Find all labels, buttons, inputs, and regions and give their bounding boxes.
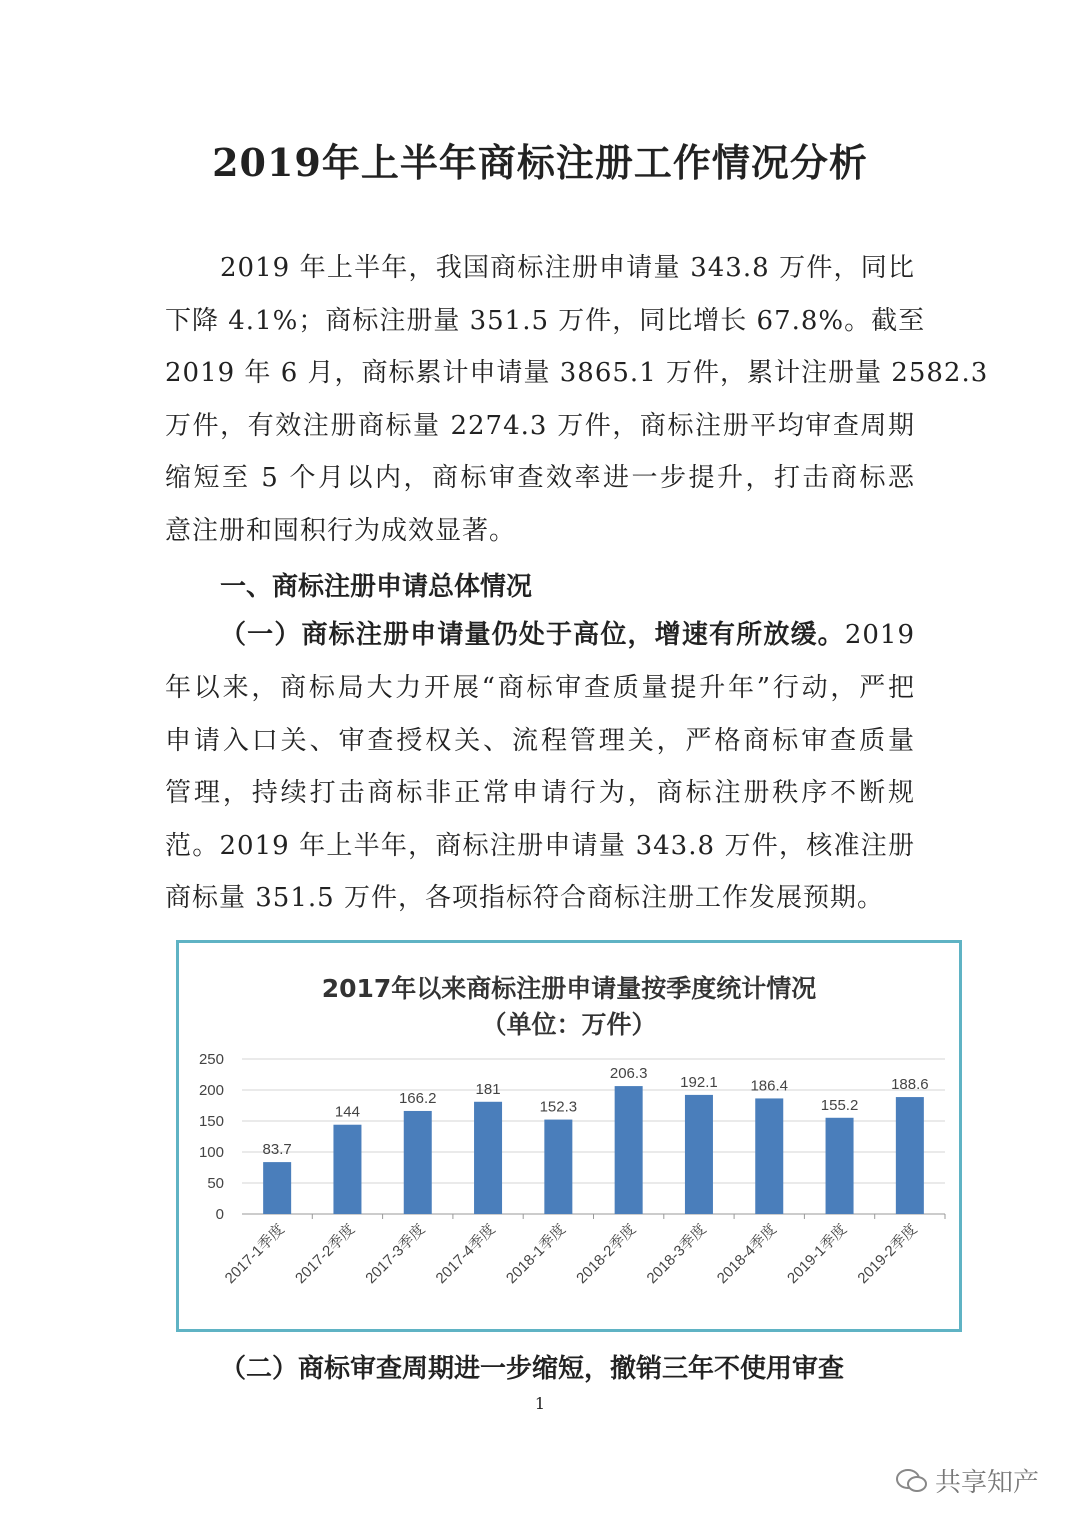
y-tick-label: 150 bbox=[198, 1113, 224, 1130]
chart-frame bbox=[176, 940, 962, 1332]
paragraph-line: 万件，有效注册商标量 2274.3 万件，商标注册平均审查周期 bbox=[165, 410, 915, 441]
page-title: 2019年上半年商标注册工作情况分析 bbox=[212, 140, 868, 185]
chart-subtitle: （单位：万件） bbox=[481, 1010, 657, 1039]
y-tick-label: 250 bbox=[198, 1051, 224, 1068]
y-tick-label: 100 bbox=[198, 1144, 224, 1161]
paragraph-line: 申请入口关、审查授权关、流程管理关，严格商标审查质量 bbox=[165, 725, 915, 756]
paragraph-line bbox=[220, 615, 915, 655]
watermark-text: 共享知产 bbox=[935, 1468, 1040, 1498]
paragraph-line: 意注册和囤积行为成效显著。 bbox=[165, 515, 517, 546]
bar bbox=[404, 1111, 432, 1214]
x-tick-label: 2018-2季度 bbox=[573, 1220, 640, 1288]
x-tick-label: 2019-2季度 bbox=[854, 1220, 921, 1288]
data-label: 181 bbox=[475, 1080, 501, 1098]
paragraph-line: 缩短至 5 个月以内，商标审查效率进一步提升，打击商标恶 bbox=[165, 463, 915, 493]
paragraph-line: 商标量 351.5 万件，各项指标符合商标注册工作发展预期。 bbox=[165, 883, 884, 913]
section-heading-2: （二）商标审查周期进一步缩短，撤销三年不使用审查 bbox=[220, 1354, 845, 1384]
paragraph-line: 2019 年上半年，我国商标注册申请量 343.8 万件，同比 bbox=[220, 253, 915, 283]
chart-title: 2017年以来商标注册申请量按季度统计情况 bbox=[321, 974, 817, 1003]
bar bbox=[474, 1102, 502, 1214]
bar bbox=[544, 1120, 572, 1214]
paragraph-line: 管理，持续打击商标非正常申请行为，商标注册秩序不断规 bbox=[165, 778, 915, 808]
x-tick-label: 2017-2季度 bbox=[292, 1220, 359, 1288]
bar bbox=[263, 1162, 291, 1214]
x-tick-label: 2017-3季度 bbox=[362, 1220, 429, 1288]
y-tick-label: 50 bbox=[207, 1175, 224, 1192]
paragraph-line: 范。2019 年上半年，商标注册申请量 343.8 万件，核准注册 bbox=[165, 830, 915, 861]
bar bbox=[826, 1118, 854, 1214]
bar bbox=[896, 1097, 924, 1214]
bar bbox=[333, 1125, 361, 1214]
x-tick-label: 2017-4季度 bbox=[432, 1220, 499, 1288]
y-tick-label: 200 bbox=[198, 1082, 224, 1099]
subsection-heading: （一）商标注册申请量仍处于高位，增速有所放缓。 bbox=[220, 620, 845, 650]
data-label: 155.2 bbox=[820, 1096, 859, 1114]
paragraph-line: 2019 年 6 月，商标累计申请量 3865.1 万件，累计注册量 2582.3 bbox=[165, 358, 989, 388]
data-label: 206.3 bbox=[609, 1065, 648, 1083]
paragraph-text: 2019 bbox=[844, 620, 915, 650]
wechat-icon bbox=[895, 1467, 929, 1495]
x-tick-label: 2017-1季度 bbox=[221, 1220, 288, 1288]
data-label: 144 bbox=[334, 1103, 360, 1121]
bar bbox=[755, 1098, 783, 1214]
x-tick-label: 2019-1季度 bbox=[784, 1220, 851, 1288]
x-tick-label: 2018-4季度 bbox=[713, 1220, 781, 1288]
data-label: 188.6 bbox=[891, 1076, 929, 1094]
y-tick-label: 0 bbox=[215, 1206, 224, 1223]
x-tick-label: 2018-1季度 bbox=[502, 1220, 570, 1288]
data-label: 166.2 bbox=[398, 1089, 437, 1107]
x-tick-label: 2018-3季度 bbox=[643, 1220, 710, 1288]
paragraph-line: 下降 4.1%；商标注册量 351.5 万件，同比增长 67.8%。截至 bbox=[165, 305, 926, 336]
bar-chart bbox=[179, 943, 959, 1329]
paragraph-line: 年以来，商标局大力开展“商标审查质量提升年”行动，严把 bbox=[165, 673, 915, 703]
page-number: 1 bbox=[534, 1394, 546, 1413]
data-label: 192.1 bbox=[680, 1073, 718, 1091]
bar bbox=[685, 1095, 713, 1214]
data-label: 186.4 bbox=[750, 1077, 789, 1095]
data-label: 83.7 bbox=[262, 1141, 292, 1159]
bar bbox=[615, 1086, 643, 1214]
data-label: 152.3 bbox=[539, 1098, 578, 1116]
watermark bbox=[895, 1462, 1039, 1499]
section-heading: 一、商标注册申请总体情况 bbox=[220, 572, 533, 602]
